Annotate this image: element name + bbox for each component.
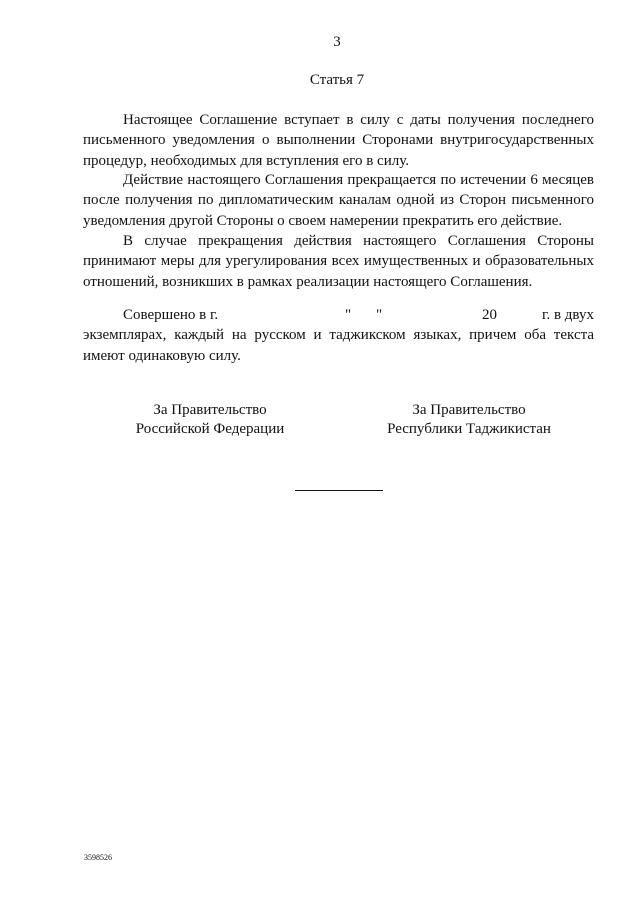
signature-tajikistan-line1: За Правительство xyxy=(412,402,526,418)
paragraph-line: Настоящее Соглашение вступает в силу с даты получения последнего xyxy=(123,112,594,128)
paragraph-line: Действие настоящего Соглашения прекращается по истечении 6 месяцев xyxy=(123,172,594,188)
page-number: 3 xyxy=(333,34,341,50)
paragraph-line: письменного уведомления о выполнении Сторонами внутригосударственных xyxy=(83,132,594,149)
year-prefix: 20 xyxy=(482,307,497,323)
done-clause xyxy=(83,305,594,366)
document-code: 3598526 xyxy=(84,853,112,862)
done-line-3: имеют одинаковую силу. xyxy=(83,347,241,364)
paragraph-line: процедур, необходимых для вступления его в силу. xyxy=(83,152,409,169)
signature-tajikistan xyxy=(379,401,559,439)
closing-divider xyxy=(295,490,383,491)
done-place-text: Совершено в г. xyxy=(123,307,219,323)
done-line-2: экземплярах, каждый на русском и таджикском языках, причем оба текста xyxy=(83,327,594,344)
done-copies-text: г. в двух xyxy=(542,307,594,323)
paragraph-termination xyxy=(83,170,594,231)
done-first-line xyxy=(83,305,594,325)
paragraph-entry-into-force xyxy=(83,110,594,171)
signature-russia-line1: За Правительство xyxy=(153,402,267,418)
quote-close: " xyxy=(376,307,383,323)
signature-tajikistan-line2: Республики Таджикистан xyxy=(387,421,551,437)
paragraph-line: принимают меры для урегулирования всех имущественных и образовательных xyxy=(83,253,594,270)
signature-russia-line2: Российской Федерации xyxy=(135,421,285,437)
paragraph-line: отношений, возникших в рамках реализации настоящего Соглашения. xyxy=(83,273,533,290)
paragraph-line: уведомления другой Стороны о своем намерении прекратить его действие. xyxy=(83,212,563,229)
quote-open: " xyxy=(345,307,352,323)
paragraph-line: после получения по дипломатическим каналам одной из Сторон письменного xyxy=(83,192,594,209)
signature-russia xyxy=(120,401,300,439)
paragraph-settlement xyxy=(83,231,594,292)
article-title: Статья 7 xyxy=(309,72,365,88)
paragraph-line: В случае прекращения действия настоящего Соглашения Стороны xyxy=(123,233,594,249)
